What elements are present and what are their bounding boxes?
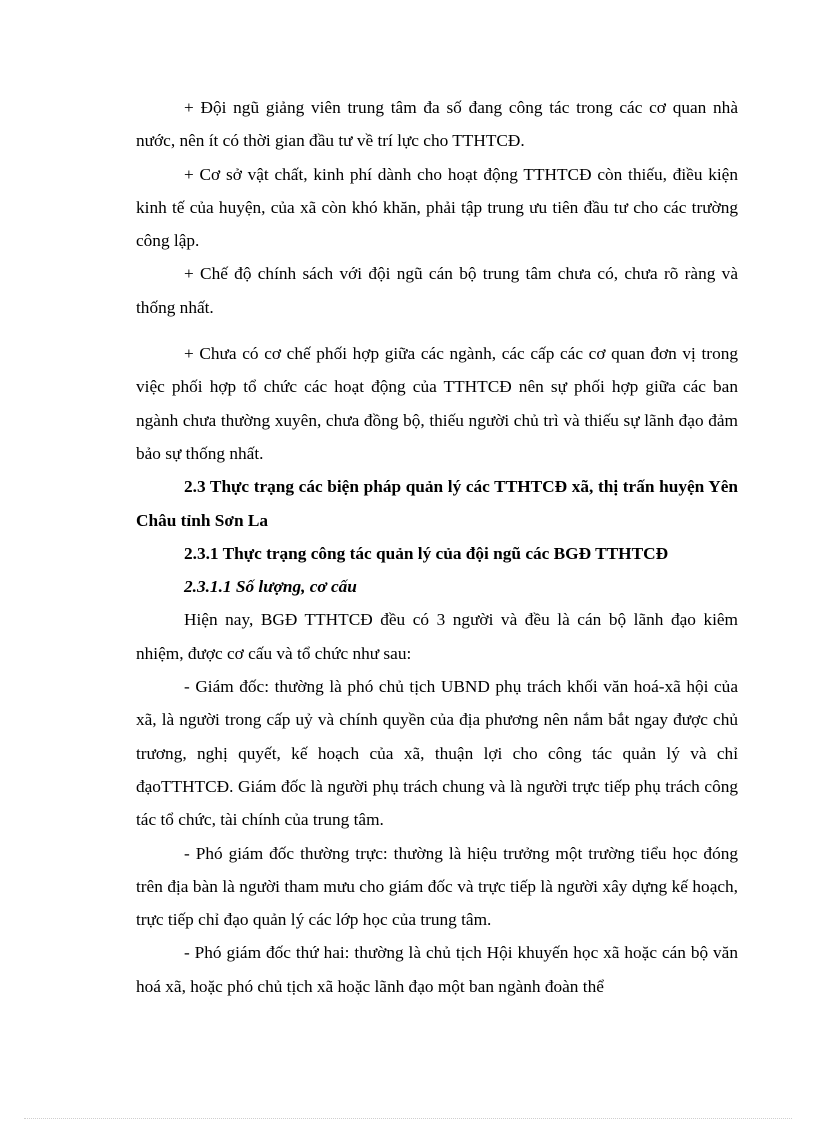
paragraph-deputy-standing: - Phó giám đốc thường trực: thường là hiệu trưởng một trường tiểu học đóng trên địa bàn là người tham mưu cho giám đốc và trực tiếp là người xây dựng kế hoạch, trực tiếp chỉ đạo quản lý các lớp học của trung tâm. (136, 843, 738, 930)
page-content (136, 91, 738, 1003)
paragraph-policy: + Chế độ chính sách với đội ngũ cán bộ trung tâm chưa có, chưa rõ ràng và thống nhất. (136, 264, 738, 317)
subsection-heading: 2.3.1 Thực trạng công tác quản lý của đội ngũ các BGĐ TTHTCĐ (184, 543, 669, 563)
paragraph-facilities: + Cơ sở vật chất, kinh phí dành cho hoạt động TTHTCĐ còn thiếu, điều kiện kinh tế của huyện, của xã còn khó khăn, phải tập trung ưu tiên đầu tư cho các trường công lập. (136, 164, 738, 251)
paragraph-deputy-second: - Phó giám đốc thứ hai: thường là chủ tịch Hội khuyến học xã hoặc cán bộ văn hoá xã, hoặc phó chủ tịch xã hoặc lãnh đạo một ban ngành đoàn thể (136, 943, 738, 996)
page-bottom-divider (24, 1118, 792, 1119)
paragraph-teachers: + Đội ngũ giảng viên trung tâm đa số đang công tác trong các cơ quan nhà nước, nên ít có thời gian đầu tư về trí lực cho TTHTCĐ. (136, 98, 738, 151)
paragraph-coordination: + Chưa có cơ chế phối hợp giữa các ngành, các cấp các cơ quan đơn vị trong việc phối hợp tổ chức các hoạt động của TTHTCĐ nên sự phối hợp giữa các ban ngành chưa thường xuyên, chưa đồng bộ, thiếu người chủ trì và thiếu sự lãnh đạo đảm bảo sự thống nhất. (136, 344, 738, 463)
subsubsection-heading: 2.3.1.1 Số lượng, cơ cấu (184, 577, 357, 597)
paragraph-director: - Giám đốc: thường là phó chủ tịch UBND phụ trách khối văn hoá-xã hội của xã, là người trong cấp uỷ và chính quyền của địa phương nên nắm bắt ngay được chủ trương, nghị quyết, kế hoạch của xã, thuận lợi cho công tác quản lý và chỉ đạoTTHTCĐ. Giám đốc là người phụ trách chung và là người trực tiếp phụ trách công tác tổ chức, tài chính của trung tâm. (136, 677, 738, 830)
paragraph-intro: Hiện nay, BGĐ TTHTCĐ đều có 3 người và đều là cán bộ lãnh đạo kiêm nhiệm, được cơ cấu và tổ chức như sau: (136, 610, 738, 663)
section-heading: 2.3 Thực trạng các biện pháp quản lý các TTHTCĐ xã, thị trấn huyện Yên Châu tỉnh Sơn La (136, 477, 738, 530)
